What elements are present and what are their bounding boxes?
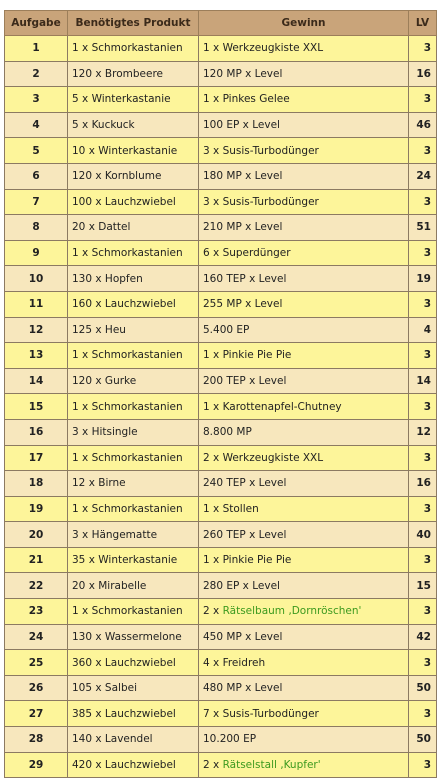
header-task: Aufgabe: [5, 11, 68, 36]
required-product: 385 x Lauchzwiebel: [68, 701, 199, 727]
reward: 1 x Pinkie Pie Pie: [199, 547, 409, 573]
table-row: [5, 445, 437, 471]
required-product: 5 x Winterkastanie: [68, 87, 199, 113]
level: 50: [409, 675, 437, 701]
level: 51: [409, 215, 437, 241]
task-number: 3: [5, 87, 68, 113]
task-number: 20: [5, 522, 68, 548]
table-row: [5, 317, 437, 343]
required-product: 1 x Schmorkastanien: [68, 599, 199, 625]
table-row: [5, 87, 437, 113]
reward: 280 EP x Level: [199, 573, 409, 599]
reward: 260 TEP x Level: [199, 522, 409, 548]
level: 40: [409, 522, 437, 548]
header-product: Benötigtes Produkt: [68, 11, 199, 36]
reward-quantity: 2 x: [203, 758, 223, 771]
required-product: 1 x Schmorkastanien: [68, 496, 199, 522]
reward: [199, 752, 409, 778]
level: 4: [409, 317, 437, 343]
table-row: [5, 752, 437, 778]
level: 42: [409, 624, 437, 650]
reward: 120 MP x Level: [199, 61, 409, 87]
task-number: 8: [5, 215, 68, 241]
required-product: 20 x Mirabelle: [68, 573, 199, 599]
reward: 180 MP x Level: [199, 163, 409, 189]
level: 12: [409, 419, 437, 445]
level: 3: [409, 343, 437, 369]
task-number: 28: [5, 727, 68, 753]
table-body: [5, 36, 437, 778]
table-row: [5, 496, 437, 522]
header-level: LV: [409, 11, 437, 36]
level: 3: [409, 138, 437, 164]
table-row: [5, 727, 437, 753]
task-number: 23: [5, 599, 68, 625]
required-product: 160 x Lauchzwiebel: [68, 291, 199, 317]
reward: 1 x Karottenapfel-Chutney: [199, 394, 409, 420]
level: 3: [409, 87, 437, 113]
task-number: 24: [5, 624, 68, 650]
level: 50: [409, 727, 437, 753]
table-row: [5, 61, 437, 87]
level: 3: [409, 547, 437, 573]
required-product: 125 x Heu: [68, 317, 199, 343]
task-number: 12: [5, 317, 68, 343]
reward: 100 EP x Level: [199, 112, 409, 138]
level: 19: [409, 266, 437, 292]
task-number: 15: [5, 394, 68, 420]
level: 3: [409, 650, 437, 676]
reward: 5.400 EP: [199, 317, 409, 343]
level: 16: [409, 61, 437, 87]
table-row: [5, 240, 437, 266]
level: 3: [409, 240, 437, 266]
reward: 7 x Susis-Turbodünger: [199, 701, 409, 727]
required-product: 1 x Schmorkastanien: [68, 240, 199, 266]
required-product: 130 x Hopfen: [68, 266, 199, 292]
required-product: 35 x Winterkastanie: [68, 547, 199, 573]
level: 24: [409, 163, 437, 189]
level: 16: [409, 471, 437, 497]
task-number: 9: [5, 240, 68, 266]
reward: 240 TEP x Level: [199, 471, 409, 497]
table-header-row: [5, 11, 437, 36]
reward-item-link[interactable]: Rätselstall ‚Kupfer': [222, 758, 321, 771]
table-row: [5, 599, 437, 625]
table-row: [5, 522, 437, 548]
reward: 200 TEP x Level: [199, 368, 409, 394]
table-row: [5, 701, 437, 727]
level: 3: [409, 189, 437, 215]
table-row: [5, 573, 437, 599]
table-row: [5, 112, 437, 138]
task-number: 18: [5, 471, 68, 497]
required-product: 120 x Brombeere: [68, 61, 199, 87]
reward: [199, 599, 409, 625]
reward: 255 MP x Level: [199, 291, 409, 317]
task-number: 14: [5, 368, 68, 394]
level: 3: [409, 496, 437, 522]
required-product: 3 x Hitsingle: [68, 419, 199, 445]
reward: 2 x Werkzeugkiste XXL: [199, 445, 409, 471]
task-number: 19: [5, 496, 68, 522]
table-row: [5, 36, 437, 62]
task-number: 10: [5, 266, 68, 292]
level: 3: [409, 599, 437, 625]
table-row: [5, 189, 437, 215]
reward: 210 MP x Level: [199, 215, 409, 241]
reward: 10.200 EP: [199, 727, 409, 753]
table-row: [5, 138, 437, 164]
task-number: 5: [5, 138, 68, 164]
reward: 1 x Pinkie Pie Pie: [199, 343, 409, 369]
required-product: 420 x Lauchzwiebel: [68, 752, 199, 778]
level: 14: [409, 368, 437, 394]
task-number: 29: [5, 752, 68, 778]
task-table: [4, 10, 437, 778]
reward: 8.800 MP: [199, 419, 409, 445]
task-number: 7: [5, 189, 68, 215]
required-product: 120 x Gurke: [68, 368, 199, 394]
task-number: 13: [5, 343, 68, 369]
required-product: 140 x Lavendel: [68, 727, 199, 753]
table-row: [5, 266, 437, 292]
table-row: [5, 471, 437, 497]
table-row: [5, 675, 437, 701]
reward: 1 x Werkzeugkiste XXL: [199, 36, 409, 62]
task-number: 2: [5, 61, 68, 87]
level: 15: [409, 573, 437, 599]
level: 3: [409, 752, 437, 778]
task-table-container: [4, 10, 436, 778]
table-row: [5, 291, 437, 317]
table-row: [5, 419, 437, 445]
task-number: 25: [5, 650, 68, 676]
reward: 1 x Stollen: [199, 496, 409, 522]
level: 3: [409, 291, 437, 317]
task-number: 1: [5, 36, 68, 62]
required-product: 1 x Schmorkastanien: [68, 36, 199, 62]
task-number: 4: [5, 112, 68, 138]
reward: 3 x Susis-Turbodünger: [199, 189, 409, 215]
required-product: 130 x Wassermelone: [68, 624, 199, 650]
required-product: 1 x Schmorkastanien: [68, 394, 199, 420]
reward-item-link[interactable]: Rätselbaum ‚Dornröschen': [222, 605, 362, 618]
task-number: 21: [5, 547, 68, 573]
table-row: [5, 547, 437, 573]
reward-quantity: 2 x: [203, 605, 223, 618]
required-product: 12 x Birne: [68, 471, 199, 497]
reward: 450 MP x Level: [199, 624, 409, 650]
header-reward: Gewinn: [199, 11, 409, 36]
task-number: 26: [5, 675, 68, 701]
reward: 160 TEP x Level: [199, 266, 409, 292]
reward: 3 x Susis-Turbodünger: [199, 138, 409, 164]
task-number: 11: [5, 291, 68, 317]
table-row: [5, 650, 437, 676]
level: 3: [409, 701, 437, 727]
task-number: 6: [5, 163, 68, 189]
level: 3: [409, 445, 437, 471]
reward: 480 MP x Level: [199, 675, 409, 701]
reward: 6 x Superdünger: [199, 240, 409, 266]
table-row: [5, 215, 437, 241]
required-product: 10 x Winterkastanie: [68, 138, 199, 164]
reward: 1 x Pinkes Gelee: [199, 87, 409, 113]
task-number: 27: [5, 701, 68, 727]
level: 3: [409, 394, 437, 420]
level: 3: [409, 36, 437, 62]
table-row: [5, 394, 437, 420]
level: 46: [409, 112, 437, 138]
required-product: 5 x Kuckuck: [68, 112, 199, 138]
required-product: 100 x Lauchzwiebel: [68, 189, 199, 215]
task-number: 22: [5, 573, 68, 599]
task-number: 17: [5, 445, 68, 471]
required-product: 3 x Hängematte: [68, 522, 199, 548]
required-product: 1 x Schmorkastanien: [68, 343, 199, 369]
table-row: [5, 368, 437, 394]
required-product: 120 x Kornblume: [68, 163, 199, 189]
reward: 4 x Freidreh: [199, 650, 409, 676]
required-product: 1 x Schmorkastanien: [68, 445, 199, 471]
task-number: 16: [5, 419, 68, 445]
table-row: [5, 163, 437, 189]
table-row: [5, 343, 437, 369]
required-product: 360 x Lauchzwiebel: [68, 650, 199, 676]
required-product: 105 x Salbei: [68, 675, 199, 701]
table-row: [5, 624, 437, 650]
required-product: 20 x Dattel: [68, 215, 199, 241]
